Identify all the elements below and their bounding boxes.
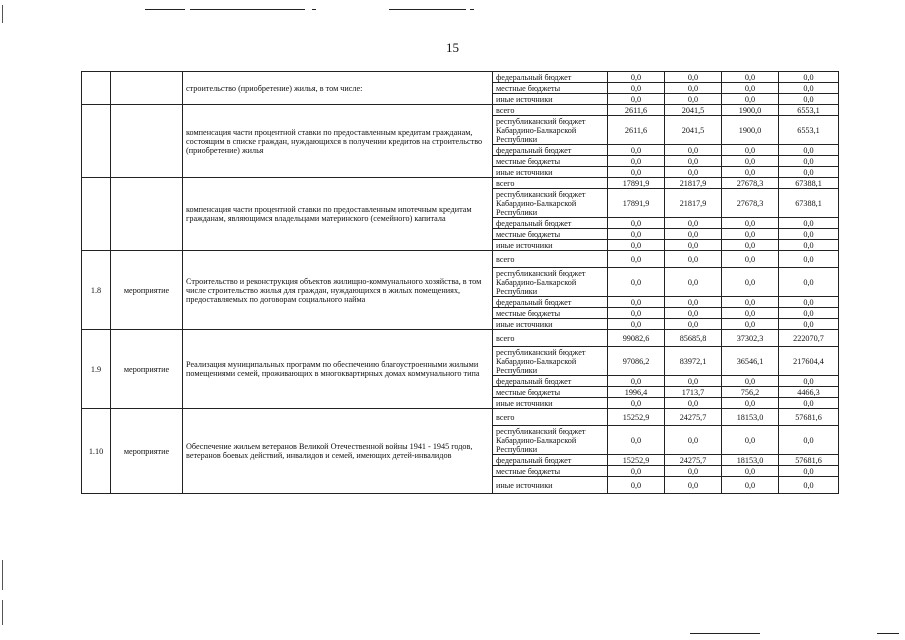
funding-value: 37302,3 <box>722 330 779 347</box>
funding-value: 17891,9 <box>608 189 665 218</box>
funding-value: 0,0 <box>608 167 665 178</box>
funding-value: 222070,7 <box>779 330 839 347</box>
funding-value: 4466,3 <box>779 387 839 398</box>
funding-value: 0,0 <box>779 251 839 268</box>
item-name: Строительство и реконструкция объектов жилищно-коммунального хозяйства, в том числе строительство жилья для граждан, нуждающихся в жилых помещениях, предоставляемых по договорам социального найма <box>183 251 493 330</box>
scan-line-6 <box>690 633 760 634</box>
funding-value: 2041,5 <box>665 116 722 145</box>
funding-source: местные бюджеты <box>493 387 608 398</box>
funding-value: 0,0 <box>779 398 839 409</box>
funding-value: 97086,2 <box>608 347 665 376</box>
table-row <box>82 178 839 189</box>
funding-value: 0,0 <box>722 477 779 494</box>
funding-value: 18153,0 <box>722 409 779 426</box>
funding-value: 0,0 <box>608 308 665 319</box>
left-edge-mark-1 <box>2 5 3 23</box>
item-name: Реализация муниципальных программ по обеспечению благоустроенными жилыми помещениями семей, проживающих в многоквартирных домах коммунального типа <box>183 330 493 409</box>
funding-value: 0,0 <box>722 229 779 240</box>
item-name: компенсация части процентной ставки по предоставленным кредитам гражданам, состоящим в списке граждан, нуждающихся в получении кредитов на строительство (приобретение) жилья <box>183 105 493 178</box>
funding-source: местные бюджеты <box>493 83 608 94</box>
funding-value: 0,0 <box>665 319 722 330</box>
funding-source: всего <box>493 330 608 347</box>
funding-value: 0,0 <box>779 94 839 105</box>
funding-value: 0,0 <box>608 251 665 268</box>
funding-value: 0,0 <box>665 94 722 105</box>
funding-source: федеральный бюджет <box>493 455 608 466</box>
funding-value: 0,0 <box>665 218 722 229</box>
scan-line-7 <box>877 633 899 634</box>
funding-value: 6553,1 <box>779 116 839 145</box>
funding-value: 36546,1 <box>722 347 779 376</box>
funding-value: 6553,1 <box>779 105 839 116</box>
funding-value: 15252,9 <box>608 455 665 466</box>
funding-value: 0,0 <box>779 426 839 455</box>
funding-value: 0,0 <box>722 218 779 229</box>
funding-value: 57681,6 <box>779 455 839 466</box>
funding-value: 0,0 <box>665 72 722 83</box>
funding-value: 0,0 <box>779 240 839 251</box>
funding-value: 0,0 <box>779 297 839 308</box>
funding-value: 0,0 <box>722 94 779 105</box>
funding-value: 2041,5 <box>665 105 722 116</box>
funding-value: 0,0 <box>665 308 722 319</box>
funding-source: местные бюджеты <box>493 229 608 240</box>
funding-value: 0,0 <box>665 83 722 94</box>
funding-value: 85685,8 <box>665 330 722 347</box>
funding-value: 0,0 <box>665 268 722 297</box>
funding-value: 0,0 <box>722 297 779 308</box>
table-row <box>82 330 839 347</box>
funding-value: 0,0 <box>665 426 722 455</box>
left-edge-mark-2 <box>2 560 3 590</box>
funding-value: 0,0 <box>722 268 779 297</box>
funding-value: 24275,7 <box>665 409 722 426</box>
funding-source: иные источники <box>493 319 608 330</box>
funding-value: 2611,6 <box>608 105 665 116</box>
funding-value: 0,0 <box>665 240 722 251</box>
funding-value: 24275,7 <box>665 455 722 466</box>
funding-value: 0,0 <box>608 297 665 308</box>
scan-line-4 <box>389 9 466 10</box>
funding-source: республиканский бюджет Кабардино-Балкарской Республики <box>493 347 608 376</box>
funding-source: федеральный бюджет <box>493 297 608 308</box>
funding-value: 756,2 <box>722 387 779 398</box>
funding-value: 0,0 <box>665 398 722 409</box>
funding-value: 27678,3 <box>722 178 779 189</box>
funding-value: 2611,6 <box>608 116 665 145</box>
scan-line-5 <box>470 9 474 10</box>
funding-value: 15252,9 <box>608 409 665 426</box>
scan-line-3 <box>312 9 316 10</box>
funding-value: 0,0 <box>779 72 839 83</box>
funding-value: 0,0 <box>665 229 722 240</box>
table-row <box>82 409 839 426</box>
funding-value: 0,0 <box>608 268 665 297</box>
scan-line-1 <box>145 9 185 10</box>
funding-value: 0,0 <box>722 156 779 167</box>
funding-value: 1900,0 <box>722 116 779 145</box>
funding-source: иные источники <box>493 477 608 494</box>
funding-value: 0,0 <box>779 376 839 387</box>
item-name: компенсация части процентной ставки по предоставленным ипотечным кредитам гражданам, являющимся владельцами материнского (семейного) капитала <box>183 178 493 251</box>
funding-source: местные бюджеты <box>493 466 608 477</box>
funding-value: 27678,3 <box>722 189 779 218</box>
funding-table <box>81 71 839 494</box>
funding-value: 0,0 <box>608 398 665 409</box>
funding-value: 57681,6 <box>779 409 839 426</box>
page-number: 15 <box>446 40 459 55</box>
funding-source: иные источники <box>493 398 608 409</box>
funding-source: федеральный бюджет <box>493 218 608 229</box>
funding-source: федеральный бюджет <box>493 145 608 156</box>
funding-source: всего <box>493 105 608 116</box>
funding-source: республиканский бюджет Кабардино-Балкарской Республики <box>493 268 608 297</box>
funding-value: 1996,4 <box>608 387 665 398</box>
funding-source: иные источники <box>493 94 608 105</box>
funding-source: федеральный бюджет <box>493 376 608 387</box>
funding-value: 0,0 <box>779 477 839 494</box>
funding-value: 0,0 <box>608 240 665 251</box>
funding-value: 0,0 <box>665 477 722 494</box>
funding-value: 18153,0 <box>722 455 779 466</box>
funding-value: 0,0 <box>608 426 665 455</box>
item-number: 1.10 <box>82 409 111 494</box>
funding-source: иные источники <box>493 240 608 251</box>
funding-value: 0,0 <box>665 145 722 156</box>
funding-value: 17891,9 <box>608 178 665 189</box>
funding-value: 0,0 <box>722 72 779 83</box>
table-row <box>82 105 839 116</box>
funding-value: 0,0 <box>722 319 779 330</box>
item-type: мероприятие <box>111 330 183 409</box>
funding-value: 0,0 <box>608 218 665 229</box>
item-name: Обеспечение жильем ветеранов Великой Отечественной войны 1941 - 1945 годов, ветеранов боевых действий, инвалидов и семей, имеющих детей-инвалидов <box>183 409 493 494</box>
funding-value: 21817,9 <box>665 189 722 218</box>
item-type <box>111 72 183 105</box>
item-name: строительство (приобретение) жилья, в том числе: <box>183 72 493 105</box>
funding-value: 0,0 <box>722 167 779 178</box>
funding-source: местные бюджеты <box>493 308 608 319</box>
item-type <box>111 178 183 251</box>
funding-value: 0,0 <box>722 426 779 455</box>
funding-source: иные источники <box>493 167 608 178</box>
funding-value: 0,0 <box>665 167 722 178</box>
funding-source: федеральный бюджет <box>493 72 608 83</box>
funding-source: всего <box>493 178 608 189</box>
funding-value: 217604,4 <box>779 347 839 376</box>
item-number <box>82 105 111 178</box>
item-number <box>82 72 111 105</box>
funding-value: 0,0 <box>665 251 722 268</box>
item-number <box>82 178 111 251</box>
funding-value: 0,0 <box>779 218 839 229</box>
funding-source: республиканский бюджет Кабардино-Балкарской Республики <box>493 426 608 455</box>
funding-value: 0,0 <box>779 156 839 167</box>
funding-value: 0,0 <box>665 376 722 387</box>
funding-value: 0,0 <box>779 167 839 178</box>
table-row <box>82 251 839 268</box>
funding-value: 0,0 <box>779 229 839 240</box>
funding-value: 0,0 <box>779 145 839 156</box>
left-edge-mark-3 <box>2 600 3 625</box>
funding-value: 0,0 <box>608 229 665 240</box>
funding-value: 0,0 <box>779 319 839 330</box>
funding-value: 0,0 <box>608 145 665 156</box>
funding-value: 0,0 <box>608 72 665 83</box>
funding-value: 1713,7 <box>665 387 722 398</box>
funding-value: 0,0 <box>608 156 665 167</box>
item-type: мероприятие <box>111 251 183 330</box>
funding-value: 0,0 <box>722 145 779 156</box>
funding-value: 99082,6 <box>608 330 665 347</box>
funding-value: 0,0 <box>608 319 665 330</box>
funding-value: 0,0 <box>779 308 839 319</box>
funding-source: всего <box>493 409 608 426</box>
funding-value: 0,0 <box>722 240 779 251</box>
funding-value: 0,0 <box>665 297 722 308</box>
funding-value: 1900,0 <box>722 105 779 116</box>
funding-value: 0,0 <box>722 376 779 387</box>
scan-line-2 <box>190 9 305 10</box>
funding-value: 0,0 <box>779 466 839 477</box>
funding-value: 67388,1 <box>779 189 839 218</box>
funding-value: 21817,9 <box>665 178 722 189</box>
item-type: мероприятие <box>111 409 183 494</box>
funding-value: 0,0 <box>665 156 722 167</box>
table-row <box>82 72 839 83</box>
funding-source: республиканский бюджет Кабардино-Балкарской Республики <box>493 189 608 218</box>
funding-value: 0,0 <box>608 376 665 387</box>
funding-value: 0,0 <box>608 477 665 494</box>
funding-source: всего <box>493 251 608 268</box>
funding-value: 0,0 <box>722 251 779 268</box>
funding-value: 0,0 <box>665 466 722 477</box>
funding-value: 83972,1 <box>665 347 722 376</box>
funding-value: 0,0 <box>608 466 665 477</box>
funding-value: 0,0 <box>722 83 779 94</box>
funding-value: 0,0 <box>779 268 839 297</box>
funding-value: 0,0 <box>608 83 665 94</box>
item-number: 1.8 <box>82 251 111 330</box>
funding-value: 0,0 <box>722 308 779 319</box>
funding-value: 0,0 <box>722 466 779 477</box>
funding-source: местные бюджеты <box>493 156 608 167</box>
item-number: 1.9 <box>82 330 111 409</box>
item-type <box>111 105 183 178</box>
funding-value: 67388,1 <box>779 178 839 189</box>
funding-value: 0,0 <box>608 94 665 105</box>
funding-value: 0,0 <box>779 83 839 94</box>
funding-source: республиканский бюджет Кабардино-Балкарской Республики <box>493 116 608 145</box>
funding-value: 0,0 <box>722 398 779 409</box>
